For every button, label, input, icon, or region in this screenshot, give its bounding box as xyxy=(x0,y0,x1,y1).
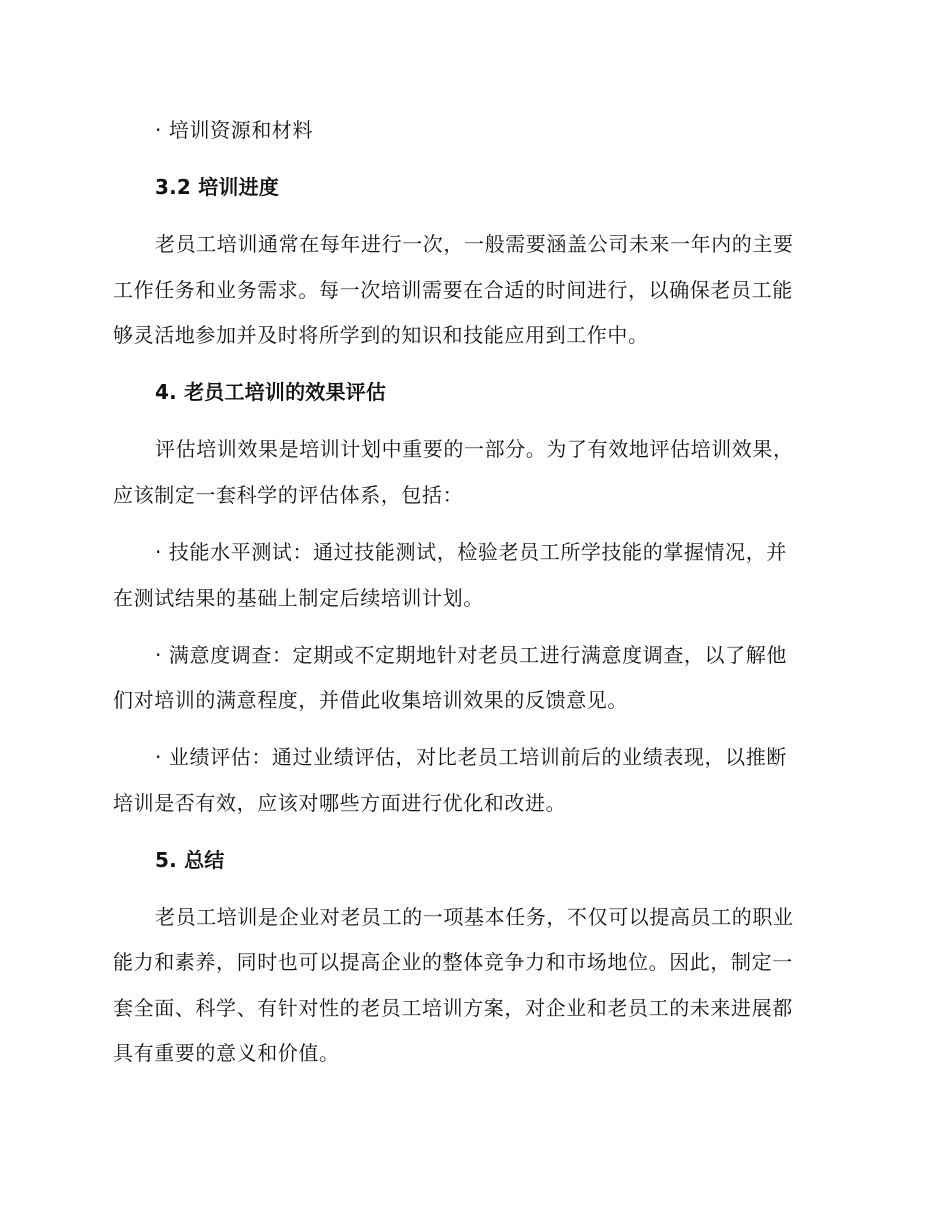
paragraph-line: 老员工培训通常在每年进行一次，一般需要涵盖公司未来一年内的主要 xyxy=(155,232,794,256)
paragraph-line: 具有重要的意义和价值。 xyxy=(113,1041,340,1065)
bullet-performance-evaluation-continued: 培训是否有效，应该对哪些方面进行优化和改进。 xyxy=(113,791,567,815)
bullet-training-materials: · 培训资源和材料 xyxy=(155,118,314,142)
section-heading-4: 4. 老员工培训的效果评估 xyxy=(155,380,387,404)
section-heading-3-2: 3.2 培训进度 xyxy=(155,175,279,199)
paragraph-line: 评估培训效果是培训计划中重要的一部分。为了有效地评估培训效果， xyxy=(155,437,794,461)
paragraph-line: 工作任务和业务需求。每一次培训需要在合适的时间进行，以确保老员工能 xyxy=(113,278,793,302)
paragraph-line: 老员工培训是企业对老员工的一项基本任务，不仅可以提高员工的职业 xyxy=(155,905,794,929)
paragraph-line: 能力和素养，同时也可以提高企业的整体竞争力和市场地位。因此，制定一 xyxy=(113,950,793,974)
bullet-satisfaction-survey: · 满意度调查：定期或不定期地针对老员工进行满意度调查，以了解他 xyxy=(155,643,787,667)
bullet-satisfaction-survey-continued: 们对培训的满意程度，并借此收集培训效果的反馈意见。 xyxy=(113,688,628,712)
paragraph-line: 套全面、科学、有针对性的老员工培训方案，对企业和老员工的未来进展都 xyxy=(113,996,793,1020)
bullet-skill-test-continued: 在测试结果的基础上制定后续培训计划。 xyxy=(113,586,484,610)
paragraph-line: 应该制定一套科学的评估体系，包括： xyxy=(113,483,464,507)
paragraph-line: 够灵活地参加并及时将所学到的知识和技能应用到工作中。 xyxy=(113,323,649,347)
bullet-performance-evaluation: · 业绩评估：通过业绩评估，对比老员工培训前后的业绩表现，以推断 xyxy=(155,745,787,769)
section-heading-5: 5. 总结 xyxy=(155,848,225,872)
bullet-skill-test: · 技能水平测试：通过技能测试，检验老员工所学技能的掌握情况，并 xyxy=(155,540,787,564)
